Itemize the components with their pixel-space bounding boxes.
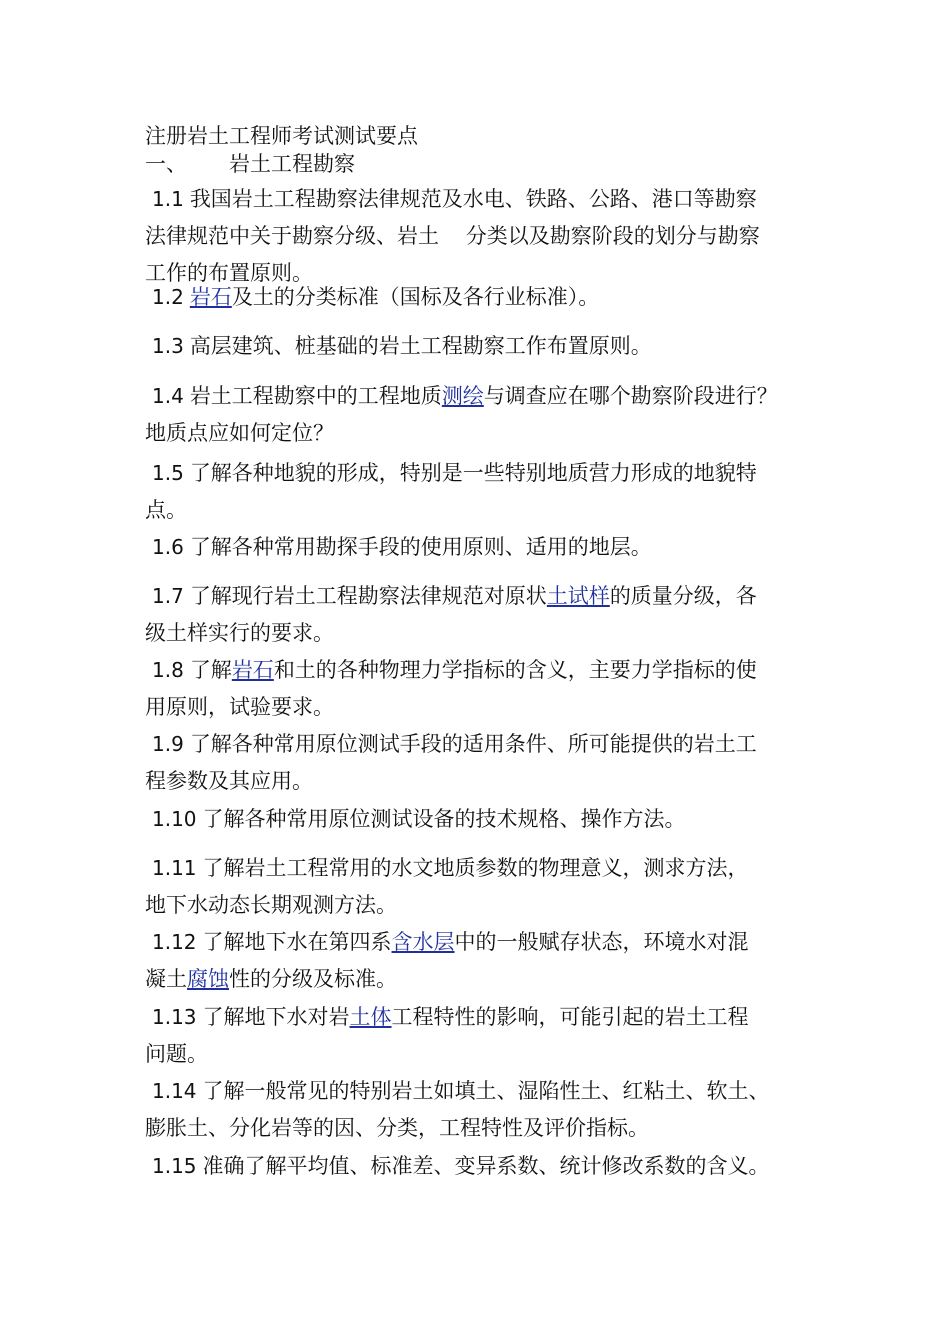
term-link[interactable]: 土体 <box>349 1005 392 1029</box>
item-line <box>145 961 835 998</box>
item-line <box>145 415 835 452</box>
item-number: 1.8 <box>152 658 184 682</box>
term-link[interactable]: 测绘 <box>441 384 484 408</box>
item-text: 点。 <box>145 498 187 522</box>
term-link[interactable]: 土试样 <box>546 584 610 608</box>
list-item <box>145 801 835 838</box>
term-link[interactable]: 腐蚀 <box>187 967 229 991</box>
item-line <box>145 999 835 1036</box>
item-text: 了解 <box>189 658 232 682</box>
section-title: 岩土工程勘察 <box>229 152 355 176</box>
item-text: 和土的各种物理力学指标的含义，主要力学指标的使 <box>273 658 757 682</box>
list-item <box>145 652 835 726</box>
item-number: 1.10 <box>152 807 197 831</box>
item-text: 岩土工程勘察中的工程地质 <box>189 384 442 408</box>
section-heading <box>145 150 355 178</box>
item-text: 性的分级及标准。 <box>229 967 397 991</box>
item-line <box>145 529 835 566</box>
item-line <box>145 1036 835 1073</box>
item-text: 地下水动态长期观测方法。 <box>145 893 397 917</box>
list-item <box>145 279 835 316</box>
list-item <box>145 455 835 529</box>
item-line <box>145 578 835 615</box>
item-line <box>145 689 835 726</box>
item-number: 1.13 <box>152 1005 197 1029</box>
item-text: 准确了解平均值、标准差、变异系数、统计修改系数的含义。 <box>202 1154 770 1178</box>
item-text: 了解各种常用原位测试手段的适用条件、所可能提供的岩土工 <box>189 732 757 756</box>
item-line <box>145 378 835 415</box>
item-line <box>145 492 835 529</box>
item-number: 1.12 <box>152 930 197 954</box>
doc-title: 注册岩土工程师考试测试要点 <box>145 124 418 148</box>
item-number: 1.3 <box>152 334 184 358</box>
item-line <box>145 1110 835 1147</box>
item-number: 1.4 <box>152 384 184 408</box>
item-number: 1.2 <box>152 285 184 309</box>
item-number: 1.6 <box>152 535 184 559</box>
item-text: 与调查应在哪个勘察阶段进行？ <box>483 384 778 408</box>
item-text: 工程特性的影响，可能引起的岩土工程 <box>391 1005 749 1029</box>
item-text: 了解各种地貌的形成，特别是一些特别地质营力形成的地貌特 <box>189 461 757 485</box>
item-text: 了解各种常用勘探手段的使用原则、适用的地层。 <box>189 535 652 559</box>
item-text: 工作的布置原则。 <box>145 261 313 285</box>
list-item <box>145 181 835 292</box>
item-line <box>145 850 835 887</box>
list-item <box>145 726 835 800</box>
item-text: 用原则，试验要求。 <box>145 695 334 719</box>
list-item <box>145 578 835 652</box>
item-text: 了解一般常见的特别岩土如填土、湿陷性土、红粘土、软土、 <box>202 1079 770 1103</box>
item-text: 了解各种常用原位测试设备的技术规格、操作方法。 <box>202 807 686 831</box>
item-line <box>145 887 835 924</box>
item-line <box>145 801 835 838</box>
item-line <box>145 615 835 652</box>
item-text: 我国岩土工程勘察法律规范及水电、铁路、公路、港口等勘察 <box>189 187 757 211</box>
item-text: 地质点应如何定位？ <box>145 421 334 445</box>
item-text: 法律规范中关于勘察分级、岩土 分类以及勘察阶段的划分与勘察 <box>145 224 760 248</box>
item-text: 中的一般赋存状态，环境水对混 <box>454 930 749 954</box>
list-item <box>145 850 835 924</box>
item-text: 高层建筑、桩基础的岩土工程勘察工作布置原则。 <box>189 334 652 358</box>
item-line <box>145 1073 835 1110</box>
item-number: 1.14 <box>152 1079 197 1103</box>
item-line <box>145 181 835 218</box>
term-link[interactable]: 岩石 <box>189 285 232 309</box>
item-number: 1.7 <box>152 584 184 608</box>
item-number: 1.9 <box>152 732 184 756</box>
item-text: 了解岩土工程常用的水文地质参数的物理意义，测求方法， <box>202 856 749 880</box>
item-line <box>145 455 835 492</box>
section-number: 一、 <box>145 152 187 176</box>
item-number: 1.1 <box>152 187 184 211</box>
item-line <box>145 726 835 763</box>
item-number: 1.5 <box>152 461 184 485</box>
item-text: 及土的分类标准（国标及各行业标准）。 <box>231 285 600 309</box>
item-line <box>145 652 835 689</box>
item-text: 级土样实行的要求。 <box>145 621 334 645</box>
list-item <box>145 1148 835 1185</box>
item-line <box>145 328 835 365</box>
item-text: 问题。 <box>145 1042 208 1066</box>
item-text: 的质量分级，各 <box>609 584 757 608</box>
item-line <box>145 218 835 255</box>
item-line <box>145 279 835 316</box>
item-line <box>145 1148 835 1185</box>
item-text: 了解地下水对岩 <box>202 1005 350 1029</box>
item-text: 凝土 <box>145 967 187 991</box>
item-text: 程参数及其应用。 <box>145 769 313 793</box>
list-item <box>145 1073 835 1147</box>
list-item <box>145 328 835 365</box>
item-text: 膨胀土、分化岩等的因、分类，工程特性及评价指标。 <box>145 1116 649 1140</box>
item-number: 1.15 <box>152 1154 197 1178</box>
term-link[interactable]: 岩石 <box>231 658 274 682</box>
list-item <box>145 529 835 566</box>
item-text: 了解地下水在第四系 <box>202 930 392 954</box>
item-line <box>145 763 835 800</box>
list-item <box>145 924 835 998</box>
item-line <box>145 924 835 961</box>
item-number: 1.11 <box>152 856 197 880</box>
list-item <box>145 378 835 452</box>
list-item <box>145 999 835 1073</box>
item-text: 了解现行岩土工程勘察法律规范对原状 <box>189 584 547 608</box>
term-link[interactable]: 含水层 <box>391 930 455 954</box>
